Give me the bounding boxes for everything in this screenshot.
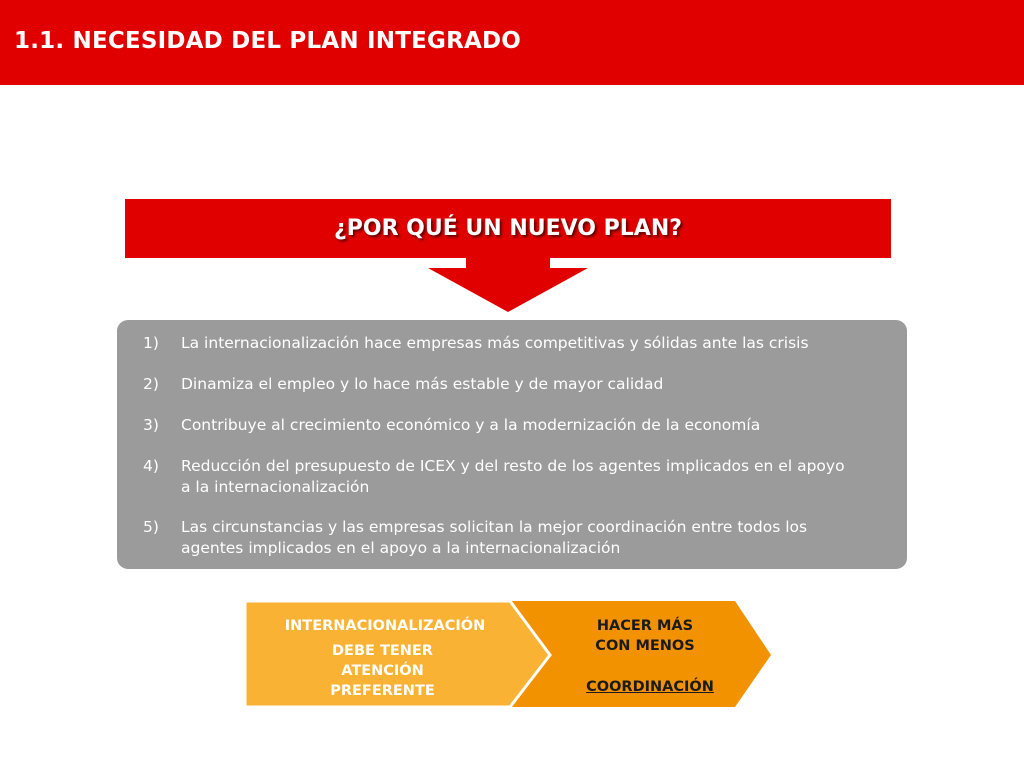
page-title: 1.1. NECESIDAD DEL PLAN INTEGRADO — [14, 28, 522, 54]
reason-text: Contribuye al crecimiento económico y a la modernización de la economía — [181, 416, 761, 434]
chevron-left-line2: ATENCIÓN — [341, 663, 424, 679]
reason-number: 4) — [143, 457, 159, 475]
reason-text: a la internacionalización — [181, 478, 370, 496]
header-bar — [0, 0, 1024, 85]
reasons-box — [117, 320, 907, 569]
chevron-right-line1: HACER MÁS — [596, 618, 694, 634]
chevron-left-line3: PREFERENTE — [330, 683, 435, 699]
reason-number: 1) — [143, 334, 159, 352]
reason-text: Reducción del presupuesto de ICEX y del resto de los agentes implicados en el apoyo — [181, 457, 845, 475]
reason-number: 3) — [143, 416, 159, 434]
question-text: ¿POR QUÉ UN NUEVO PLAN? — [333, 216, 683, 241]
reason-text: La internacionalización hace empresas más competitivas y sólidas ante las crisis — [181, 334, 809, 352]
reason-text: Dinamiza el empleo y lo hace más estable y de mayor calidad — [181, 375, 664, 393]
reason-number: 5) — [143, 518, 159, 536]
chevron-process — [245, 601, 775, 709]
chevron-left-line1: DEBE TENER — [332, 643, 433, 659]
question-banner — [125, 199, 891, 258]
coordinacion-label: COORDINACIÓN — [586, 679, 714, 695]
reason-text: Las circunstancias y las empresas solicitan la mejor coordinación entre todos los — [181, 518, 808, 536]
down-arrow-icon — [428, 258, 588, 312]
chevron-left-title: INTERNACIONALIZACIÓN — [284, 618, 486, 634]
reason-text: agentes implicados en el apoyo a la internacionalización — [181, 539, 621, 557]
chevron-right-line2: CON MENOS — [595, 638, 695, 654]
reason-number: 2) — [143, 375, 159, 393]
